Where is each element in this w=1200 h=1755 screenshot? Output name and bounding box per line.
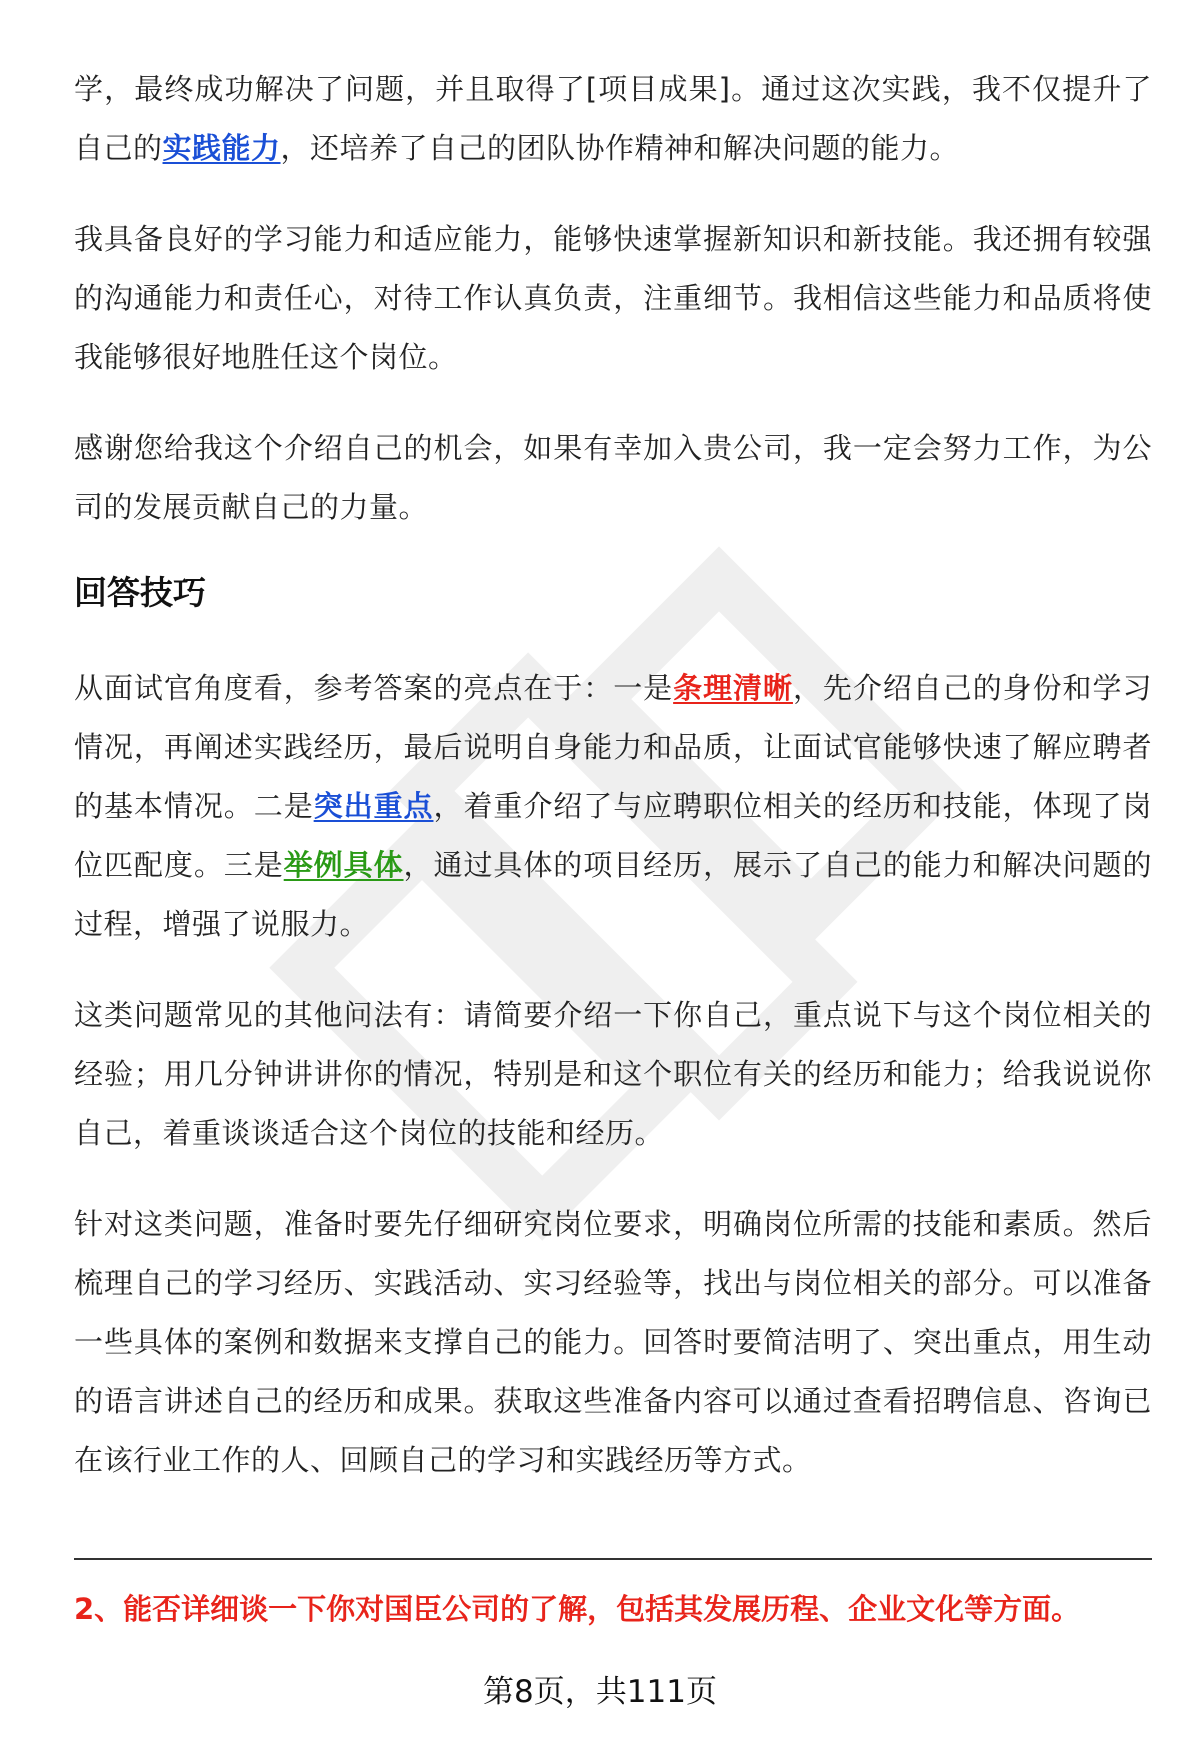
answer-paragraph-3	[74, 419, 1152, 537]
tips-paragraph-2	[74, 986, 1152, 1163]
page-number-footer: 第8页，共111页	[483, 1674, 717, 1710]
highlight-keyword: 突出重点	[313, 789, 434, 823]
paragraph-text: 学，最终成功解决了问题，并且取得了[项目成果]。通过这次实践，我不仅提升了自己的	[74, 72, 1152, 165]
section-title: 回答技巧	[74, 573, 206, 612]
highlight-keyword: 条理清晰	[673, 671, 793, 705]
tips-paragraph-1	[74, 659, 1152, 954]
next-question-heading: 2、能否详细谈一下你对国臣公司的了解，包括其发展历程、企业文化等方面。	[74, 1592, 1081, 1626]
paragraph-text: 针对这类问题，准备时要先仔细研究岗位要求，明确岗位所需的技能和素质。然后梳理自己的学习经历、实践活动、实习经验等，找出与岗位相关的部分。可以准备一些具体的案例和数据来支撑自己的能力。回答时要简洁明了、突出重点，用生动的语言讲述自己的经历和成果。获取这些准备内容可以通过查看招聘信息、咨询已在该行业工作的人、回顾自己的学习和实践经历等方式。	[74, 1207, 1152, 1477]
highlight-keyword: 实践能力	[162, 131, 281, 165]
paragraph-text: ，还培养了自己的团队协作精神和解决问题的能力。	[280, 131, 960, 165]
section-divider	[74, 1558, 1152, 1560]
paragraph-text: ，先介绍自己的身份和学习情况，再阐述实践经历，最后说明自身能力和品质，让面试官能够快速了解应聘者的基本情况。二是	[74, 671, 1152, 823]
paragraph-text: 从面试官角度看，参考答案的亮点在于：一是	[74, 671, 674, 705]
highlight-keyword: 举例具体	[283, 848, 404, 882]
paragraph-text: 这类问题常见的其他问法有：请简要介绍一下你自己，重点说下与这个岗位相关的经验；用几分钟讲讲你的情况，特别是和这个职位有关的经历和能力；给我说说你自己，着重谈谈适合这个岗位的技能和经历。	[74, 998, 1152, 1150]
paragraph-text: ，通过具体的项目经历，展示了自己的能力和解决问题的过程，增强了说服力。	[74, 848, 1152, 941]
tips-paragraph-3	[74, 1195, 1152, 1490]
paragraph-text: 我具备良好的学习能力和适应能力，能够快速掌握新知识和新技能。我还拥有较强的沟通能力和责任心，对待工作认真负责，注重细节。我相信这些能力和品质将使我能够很好地胜任这个岗位。	[74, 222, 1152, 374]
answer-paragraph-2	[74, 210, 1152, 387]
paragraph-text: 感谢您给我这个介绍自己的机会，如果有幸加入贵公司，我一定会努力工作，为公司的发展贡献自己的力量。	[74, 431, 1152, 524]
document-body	[74, 60, 1152, 1522]
paragraph-text: ，着重介绍了与应聘职位相关的经历和技能，体现了岗位匹配度。三是	[74, 789, 1152, 882]
answer-paragraph-1	[74, 60, 1152, 178]
